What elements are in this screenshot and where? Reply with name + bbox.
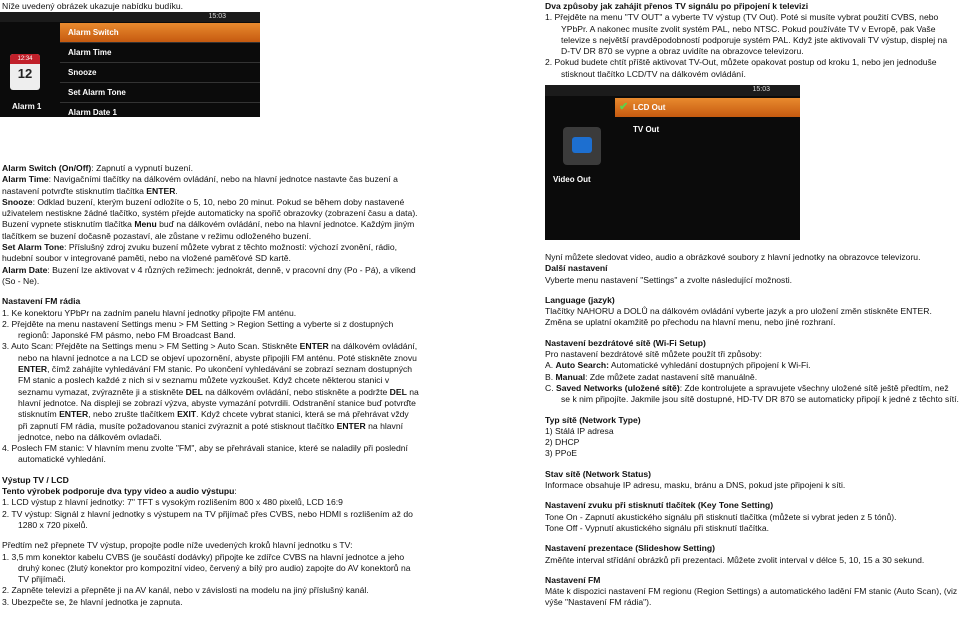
paragraph: [2, 585, 420, 596]
bold-text: Nastavení bezdrátové sítě (Wi-Fi Setup): [545, 337, 706, 348]
text-run: , čímž zahájíte vyhledávání FM stanic. Po ukončení vyhledávání se zobrazí seznam dostupných FM stanic a poslech každé z nich si v seznamu můžete vyzkoušet. Když chcete některou stanici v seznamu vymazat, zvýrazněte ji a stiskněte: [18, 364, 413, 397]
paragraph: [2, 486, 420, 497]
bold-text: Alarm Date: [2, 264, 48, 275]
paragraph-gap: [545, 286, 959, 295]
left-column-text: [2, 163, 420, 608]
paragraph: [545, 57, 955, 80]
text-run: Máte k dispozici nastavení FM regionu (Region Settings) a automatického ladění FM stanic (Auto Scan), (viz výše "Nastavení FM rádia").: [545, 586, 958, 608]
bold-text: ENTER: [336, 420, 366, 431]
bold-text: Dva způsoby jak zahájit přenos TV signálu po připojení k televizi: [545, 1, 809, 11]
text-run: , nebo zrušte tlačítkem: [88, 409, 178, 420]
bold-text: Alarm Time: [2, 174, 49, 185]
text-run: Informace obsahuje IP adresu, masku, bránu a DNS, pokud jste připojeni k síti.: [545, 480, 846, 491]
menu-item-set-alarm-tone[interactable]: Set Alarm Tone: [60, 83, 260, 103]
paragraph: [545, 275, 959, 286]
bold-text: DEL: [185, 386, 203, 397]
text-run: 1. Ke konektoru YPbPr na zadním panelu hlavní jednotky připojte FM anténu.: [2, 307, 297, 318]
alarm-label: Alarm 1: [12, 102, 42, 111]
text-run: Vyberte menu nastavení "Settings" a zvolte následující možnosti.: [545, 274, 793, 285]
text-run: 3. Ubezpečte se, že hlavní jednotka je zapnuta.: [2, 596, 183, 607]
alarm-menu: [60, 23, 260, 117]
text-run: A.: [545, 360, 556, 371]
text-run: Změňte interval střídání obrázků při prezentaci. Můžete zvolit interval v délce 5, 10, 15 a 30 sekund.: [545, 554, 925, 565]
paragraph: [2, 443, 420, 466]
paragraph-gap: [2, 466, 420, 475]
text-run: : Příslušný zdroj zvuku buzení můžete vybrat z těchto možností: výchozí zvonění, rádio, hudební soubor v integrované paměti, nebo na vložené paměťové SD kartě.: [2, 242, 397, 264]
text-run: 2) DHCP: [545, 437, 580, 448]
paragraph: [2, 597, 420, 608]
menu-item-alarm-time[interactable]: Alarm Time: [60, 43, 260, 63]
paragraph: [545, 543, 959, 554]
bold-text: Auto Search:: [555, 360, 609, 371]
menu-item-alarm-switch[interactable]: Alarm Switch: [60, 23, 260, 43]
paragraph: [545, 295, 959, 306]
text-run: 2. TV výstup: Signál z hlavní jednotky s výstupem na TV přijímač přes CVBS, nebo HDMI s rozlišením až do 1280 x 720 pixelů.: [2, 508, 413, 530]
paragraph: [545, 360, 959, 371]
text-run: 1. 3,5 mm konektor kabelu CVBS (je součástí dodávky) připojte ke zdířce CVBS na hlavní jednotce a jeho druhý konec (žlutý konektor pro kompozitní video, červený a bílý pro audio) zapojte do AV konektorů na TV přijímači.: [2, 551, 411, 585]
video-out-label: Video Out: [553, 175, 591, 184]
text-run: .: [175, 185, 178, 196]
text-run: 2. Zapněte televizi a přepněte ji na AV kanál, nebo v závislosti na modelu na jiný příslušný kanál.: [2, 585, 369, 596]
bold-text: Nastavení zvuku při stisknutí tlačítek (Key Tone Setting): [545, 500, 774, 511]
text-run: na dálkovém ovládání, nebo na hlavní jednotce a na LCD se objeví upozornění, abyste připojili FM anténu. Poté stiskněte znovu: [18, 341, 418, 363]
paragraph: [545, 415, 959, 426]
paragraph: [2, 341, 420, 443]
paragraph: [545, 469, 959, 480]
paragraph: [2, 265, 420, 288]
menu-item-tv-out[interactable]: TV Out: [633, 125, 660, 134]
paragraph: [2, 475, 420, 486]
paragraph-gap: [545, 329, 959, 338]
text-run: 3) PPoE: [545, 448, 578, 459]
text-run: 4. Poslech FM stanic: V hlavním menu zvolte "FM", aby se přehrávali stanice, které se naladily při poslední automatické vyhledání.: [2, 443, 408, 465]
menu-item-snooze[interactable]: Snooze: [60, 63, 260, 83]
check-icon: ✔: [619, 101, 629, 113]
bold-text: EXIT: [177, 409, 197, 420]
paragraph: [545, 263, 959, 274]
paragraph: [545, 306, 959, 329]
bold-text: DEL: [389, 386, 407, 397]
paragraph: [2, 319, 420, 342]
right-top-text: [545, 1, 955, 80]
bold-text: Menu: [134, 219, 157, 230]
paragraph: [2, 296, 420, 307]
text-run: 1) Stálá IP adresa: [545, 425, 614, 436]
paragraph: [2, 540, 420, 551]
paragraph: [2, 174, 420, 197]
paragraph-gap: [545, 566, 959, 575]
text-run: B.: [545, 371, 556, 382]
text-run: na hlavní jednotce. Na displeji se zobrazí výzva, abyste vymazání potvrdili. Odstranění stanice buď potvrďte stisknutím: [18, 386, 419, 420]
text-run: na dálkovém ovládání, nebo stiskněte a podržte: [202, 386, 390, 397]
bold-text: Stav sítě (Network Status): [545, 468, 652, 479]
text-run: Pro nastavení bezdrátové sítě můžete použít tři způsoby:: [545, 349, 762, 360]
paragraph-gap: [2, 287, 420, 296]
paragraph: [545, 372, 959, 383]
bold-text: Nastavení prezentace (Slideshow Setting): [545, 543, 716, 554]
bold-text: Snooze: [2, 196, 33, 207]
bold-text: ENTER: [299, 341, 329, 352]
text-run: buď na dálkovém ovládání, nebo na hlavní jednotce. Každým jiným tlačítkem se buzení dočasně pozastaví, ale zůstane v režimu odloženého buzení.: [2, 219, 415, 241]
intro-text: Níže uvedený obrázek ukazuje nabídku budíku.: [2, 1, 184, 11]
text-run: C.: [545, 382, 556, 393]
text-run: Tlačítky NAHORU a DOLŮ na dálkovém ovládání vyberte jazyk a pro uložení změn stiskněte ENTER. Změna se uplatní okamžitě po přechodu na hlavní menu, nebo jiné rozhraní.: [545, 306, 932, 328]
paragraph: [2, 552, 420, 586]
paragraph: [545, 338, 959, 349]
paragraph: [2, 163, 420, 174]
text-run: : Zde můžete zadat nastavení sítě manuálně.: [585, 371, 758, 382]
clock-readout: 15:03: [208, 13, 226, 20]
bold-text: ENTER: [146, 185, 176, 196]
paragraph: [545, 437, 959, 448]
text-run: Automatické vyhledání dostupných připojení k Wi-Fi.: [609, 360, 811, 371]
bold-text: Nastavení FM: [545, 574, 601, 585]
bold-text: Výstup TV / LCD: [2, 474, 69, 485]
text-run: :: [234, 486, 237, 497]
paragraph: [545, 586, 959, 609]
text-run: : Navigačními tlačítky na dálkovém ovládání, nebo na hlavní jednotce nastavte čas buzení a nastavení potvrďte stisknutím tlačítka: [2, 174, 398, 196]
bold-text: Saved Networks (uložené sítě): [555, 382, 680, 393]
text-run: : Zde kontrolujete a spravujete všechny uložené sítě ještě předtím, než se k nim připojíte. Jakmile jsou sítě dostupné, HD-TV DR 870 se automaticky připojí k jedné z těchto sítí.: [561, 382, 959, 405]
paragraph: [545, 512, 959, 523]
bold-text: Language (jazyk): [545, 294, 615, 305]
text-run: 2. Pokud budete chtít příště aktivovat TV-Out, můžete opakovat postup od kroku 1, nebo jen jednoduše stisknout tlačítko LCD/TV na dálkovém ovládání.: [545, 57, 937, 79]
bold-text: Nastavení FM rádia: [2, 296, 81, 307]
alarm-menu-screenshot: [0, 12, 260, 117]
bold-text: ENTER: [59, 409, 89, 420]
bold-text: Manual: [555, 371, 586, 382]
paragraph: [545, 426, 959, 437]
clock-readout: 15:03: [752, 86, 770, 93]
paragraph-gap: [2, 531, 420, 540]
right-bottom-text: [545, 252, 959, 609]
calendar-icon: 12:34 12: [10, 54, 40, 90]
text-run: Tone Off - Vypnutí akustického signálu při stisknutí tlačítka.: [545, 522, 770, 533]
text-run: . Když chcete vybrat stanici, která se má přehrávat vždy při zapnutí FM rádia, musíte požadovanou stanici zvýraznit a poté stisknout tlačítko: [18, 409, 409, 431]
text-run: 3. Auto Scan: Přejděte na Settings menu > FM Setting > Auto Scan. Stiskněte: [2, 341, 300, 352]
bold-text: Typ sítě (Network Type): [545, 414, 641, 425]
text-run: 1. Přejděte na menu "TV OUT" a vyberte TV výstup (TV Out). Poté si musíte vybrat použití CVBS, nebo YPbPr. A nakonec musíte zvolit systém PAL, nebo NTSC. Pokud používáte TV v Evropě, pak Vaše televize s největší pravděpodobností podporuje systém PAL. Když jste aktivovali TV výstup, displej na D-TV DR 870 se vypne a obraz uvidíte na obrazovce televizoru.: [545, 12, 948, 57]
text-run: Tone On - Zapnutí akustického signálu při stisknutí tlačítka (můžete si vybrat jeden z 5 tónů).: [545, 511, 897, 522]
paragraph: [545, 383, 959, 406]
paragraph-gap: [545, 460, 959, 469]
bold-text: Set Alarm Tone: [2, 242, 65, 253]
bold-text: ENTER: [18, 364, 48, 375]
paragraph: [545, 349, 959, 360]
paragraph: [545, 12, 955, 57]
text-run: 2. Přejděte na menu nastavení Settings menu > FM Setting > Region Setting a vyberte si z dostupných regionů: Japonské FM pásmo, nebo FM Broadcast Band.: [2, 318, 394, 341]
text-run: Předtím než přepnete TV výstup, propojte podle níže uvedených kroků hlavní jednotku s TV:: [2, 540, 353, 551]
bold-text: Alarm Switch (On/Off): [2, 163, 92, 173]
text-run: : Odklad buzení, kterým buzení odložíte o 5, 10, nebo 20 minut. Pokud se během doby nastavené uživatelem nestiskne žádné tlačítko, systém přejde automaticky na spořič obrazovky (zobrazení času a data). Buzení vypnete stisknutím tlačítka: [2, 196, 418, 230]
paragraph: [545, 480, 959, 491]
text-run: 1. LCD výstup z hlavní jednotky: 7" TFT s vysokým rozlišením 800 x 480 pixelů, LCD 16:9: [2, 497, 343, 508]
paragraph-gap: [545, 491, 959, 500]
text-run: Nyní můžete sledovat video, audio a obrázkové soubory z hlavní jednotky na obrazovce televizoru.: [545, 252, 921, 262]
paragraph: [2, 197, 420, 242]
paragraph: [2, 497, 420, 508]
paragraph: [545, 1, 955, 12]
text-run: : Buzení lze aktivovat v 4 různých režimech: jednokrát, denně, v pracovní dny (Po - Pá), a víkend (So - Ne).: [2, 264, 416, 286]
video-plug-icon: [563, 127, 601, 165]
menu-item-alarm-date[interactable]: Alarm Date 1: [60, 103, 260, 117]
paragraph: [545, 252, 959, 263]
text-run: : Zapnutí a vypnutí buzení.: [91, 163, 194, 173]
menu-item-lcd-out[interactable]: ✔ LCD Out: [615, 98, 800, 117]
status-bar: [545, 85, 800, 96]
bold-text: Další nastavení: [545, 263, 608, 274]
paragraph: [545, 448, 959, 459]
status-bar: [0, 12, 260, 22]
paragraph: [2, 509, 420, 532]
paragraph: [545, 555, 959, 566]
paragraph: [2, 308, 420, 319]
paragraph: [545, 575, 959, 586]
paragraph-gap: [545, 406, 959, 415]
paragraph: [2, 242, 420, 265]
paragraph-gap: [545, 534, 959, 543]
bold-text: Tento výrobek podporuje dva typy video a audio výstupu: [2, 486, 235, 497]
video-out-screenshot: [545, 85, 800, 240]
text-run: na hlavní jednotce, nebo na dálkovém ovladači.: [18, 420, 404, 442]
paragraph: [545, 500, 959, 511]
paragraph: [545, 523, 959, 534]
